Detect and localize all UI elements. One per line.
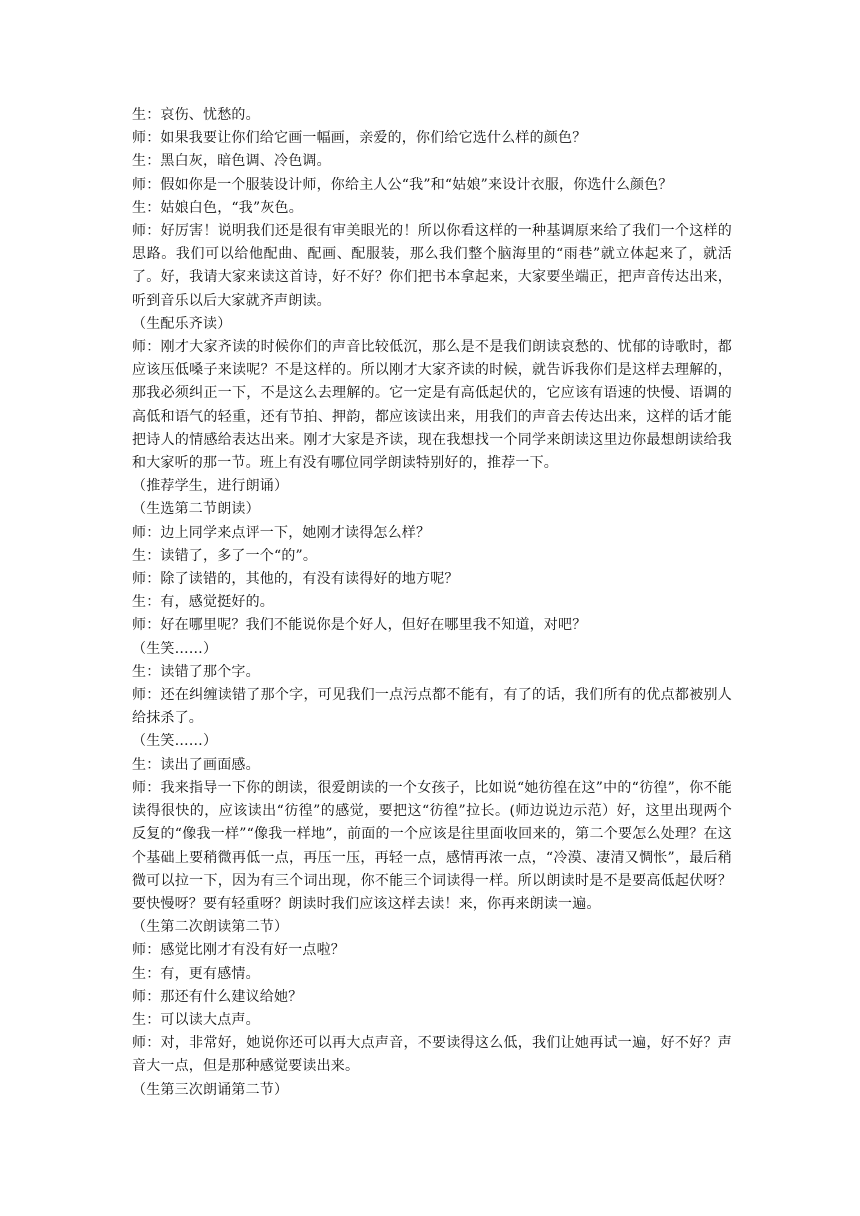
dialogue-line: 生：姑娘白色，“我”灰色。	[132, 199, 303, 216]
dialogue-line: 师：如果我要让你们给它画一幅画，亲爱的，你们给它选什么样的颜色？	[132, 130, 587, 147]
dialogue-line: 师：好厉害！说明我们还是很有审美眼光的！所以你看这样的一种基调原来给了我们一个这样的思路。我们可以给他配曲、配画、配服装，那么我们整个脑海里的“雨巷”就立体起来了，就活了。好，我请大家来读这首诗，好不好？你们把书本拿起来，大家要坐端正，把声音传达出来，听到音乐以后大家就齐声朗读。	[132, 223, 732, 309]
dialogue-line: 师：我来指导一下你的朗读，很爱朗读的一个女孩子，比如说“她彷徨在这”中的“彷徨”，你不能读得很快的，应该读出“彷徨”的感觉，要把这“彷徨”拉长。(师边说边示范）好，这里出现两个反复的“像我一样”“像我一样地”，前面的一个应该是往里面收回来的，第二个要怎么处理？在这个基础上要稍微再低一点，再压一压，再轻一点，感情再浓一点，“冷漠、凄清又惆怅”，最后稍微可以拉一下，因为有三个词出现，你不能三个词读得一样。所以朗读时是不是要高低起伏呀？要快慢呀？要有轻重呀？朗读时我们应该这样去读！来，你再来朗读一遍。	[132, 779, 732, 912]
dialogue-line: 生：黑白灰，暗色调、冷色调。	[132, 153, 331, 170]
dialogue-line: 师：除了读错的，其他的，有没有读得好的地方呢？	[132, 571, 459, 588]
stage-direction: （生配乐齐读）	[132, 315, 232, 332]
dialogue-line: 师：感觉比刚才有没有好一点啦？	[132, 942, 345, 959]
document-page	[132, 104, 732, 1102]
dialogue-line: 生：读出了画面感。	[132, 756, 260, 773]
stage-direction: （生选第二节朗读）	[132, 501, 260, 518]
dialogue-line: 师：好在哪里呢？我们不能说你是个好人，但好在哪里我不知道，对吧？	[132, 617, 587, 634]
dialogue-line: 师：还在纠缠读错了那个字，可见我们一点污点都不能有，有了的话，我们所有的优点都被别人给抹杀了。	[132, 687, 732, 727]
dialogue-line: 生：有，感觉挺好的。	[132, 594, 274, 611]
stage-direction: （生笑……）	[132, 733, 218, 750]
dialogue-line: 生：可以读大点声。	[132, 1011, 260, 1028]
stage-direction: （推荐学生，进行朗诵）	[132, 478, 289, 495]
dialogue-line: 生：有，更有感情。	[132, 965, 260, 982]
dialogue-line: 生：读错了，多了一个“的”。	[132, 547, 318, 564]
dialogue-line: 师：假如你是一个服装设计师，你给主人公“我”和“姑娘”来设计衣服，你选什么颜色？	[132, 176, 673, 193]
stage-direction: （生第二次朗读第二节）	[132, 919, 289, 936]
dialogue-line: 师：刚才大家齐读的时候你们的声音比较低沉，那么是不是我们朗读哀愁的、忧郁的诗歌时，都应该压低嗓子来读呢？不是这样的。所以刚才大家齐读的时候，就告诉我你们是这样去理解的，那我必须纠正一下，不是这么去理解的。它一定是有高低起伏的，它应该有语速的快慢、语调的高低和语气的轻重，还有节拍、押韵，都应该读出来，用我们的声音去传达出来，这样的话才能把诗人的情感给表达出来。刚才大家是齐读，现在我想找一个同学来朗读这里边你最想朗读给我和大家听的那一节。班上有没有哪位同学朗读特别好的，推荐一下。	[132, 339, 732, 472]
dialogue-line: 生：哀伤、忧愁的。	[132, 107, 260, 123]
dialogue-line: 师：那还有什么建议给她？	[132, 988, 303, 1005]
dialogue-line: 师：对，非常好，她说你还可以再大点声音，不要读得这么低，我们让她再试一遍，好不好？声音大一点，但是那种感觉要读出来。	[132, 1035, 732, 1075]
stage-direction: （生第三次朗诵第二节）	[132, 1081, 289, 1098]
dialogue-line: 生：读错了那个字。	[132, 663, 260, 680]
stage-direction: （生笑……）	[132, 640, 218, 657]
dialogue-line: 师：边上同学来点评一下，她刚才读得怎么样？	[132, 524, 431, 541]
